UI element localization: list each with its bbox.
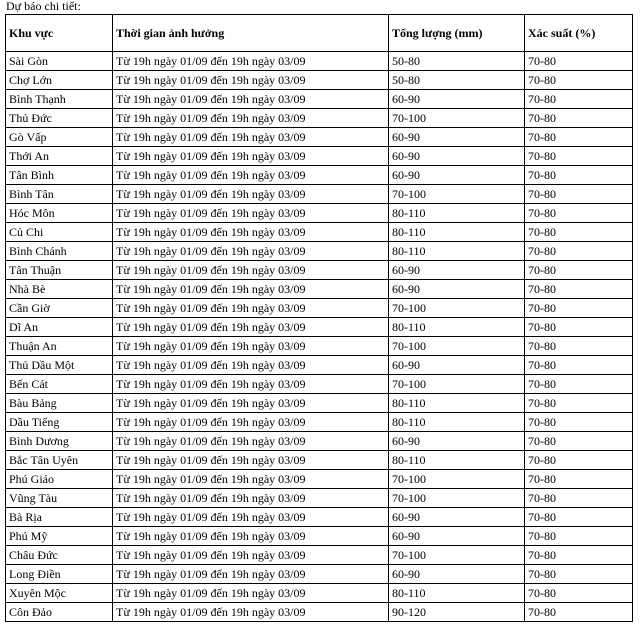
cell-area: Long Điền [6,565,113,584]
table-row [6,375,633,394]
cell-rainfall: 80-110 [389,318,525,337]
cell-rainfall: 60-90 [389,508,525,527]
cell-area: Dĩ An [6,318,113,337]
cell-area: Vũng Tàu [6,489,113,508]
forecast-table [5,14,633,622]
cell-area: Tân Thuận [6,261,113,280]
cell-rainfall: 60-90 [389,527,525,546]
cell-rainfall: 60-90 [389,432,525,451]
cell-time: Từ 19h ngày 01/09 đến 19h ngày 03/09 [113,128,389,147]
cell-time: Từ 19h ngày 01/09 đến 19h ngày 03/09 [113,584,389,603]
table-row [6,337,633,356]
header-row [6,15,633,52]
cell-time: Từ 19h ngày 01/09 đến 19h ngày 03/09 [113,204,389,223]
cell-probability: 70-80 [525,527,633,546]
cell-rainfall: 70-100 [389,546,525,565]
cell-probability: 70-80 [525,280,633,299]
table-row [6,280,633,299]
cell-rainfall: 80-110 [389,394,525,413]
cell-rainfall: 60-90 [389,147,525,166]
cell-time: Từ 19h ngày 01/09 đến 19h ngày 03/09 [113,223,389,242]
forecast-caption: Dự báo chi tiết: [6,0,81,13]
cell-probability: 70-80 [525,584,633,603]
cell-area: Bình Chánh [6,242,113,261]
cell-time: Từ 19h ngày 01/09 đến 19h ngày 03/09 [113,318,389,337]
table-header [6,15,633,52]
cell-probability: 70-80 [525,128,633,147]
table-row [6,242,633,261]
cell-probability: 70-80 [525,318,633,337]
cell-probability: 70-80 [525,489,633,508]
cell-rainfall: 80-110 [389,204,525,223]
cell-area: Bàu Bảng [6,394,113,413]
cell-time: Từ 19h ngày 01/09 đến 19h ngày 03/09 [113,299,389,318]
table-row [6,546,633,565]
cell-rainfall: 60-90 [389,356,525,375]
table-row [6,394,633,413]
cell-probability: 70-80 [525,71,633,90]
cell-area: Nhà Bè [6,280,113,299]
cell-time: Từ 19h ngày 01/09 đến 19h ngày 03/09 [113,451,389,470]
cell-time: Từ 19h ngày 01/09 đến 19h ngày 03/09 [113,52,389,71]
cell-area: Châu Đức [6,546,113,565]
cell-area: Bà Rịa [6,508,113,527]
cell-probability: 70-80 [525,147,633,166]
cell-time: Từ 19h ngày 01/09 đến 19h ngày 03/09 [113,375,389,394]
cell-area: Gò Vấp [6,128,113,147]
table-row [6,356,633,375]
cell-area: Sài Gòn [6,52,113,71]
cell-probability: 70-80 [525,337,633,356]
table-row [6,223,633,242]
table-row [6,318,633,337]
cell-time: Từ 19h ngày 01/09 đến 19h ngày 03/09 [113,489,389,508]
cell-rainfall: 80-110 [389,451,525,470]
cell-time: Từ 19h ngày 01/09 đến 19h ngày 03/09 [113,565,389,584]
cell-probability: 70-80 [525,52,633,71]
cell-probability: 70-80 [525,432,633,451]
cell-area: Thuận An [6,337,113,356]
cell-area: Phú Mỹ [6,527,113,546]
cell-time: Từ 19h ngày 01/09 đến 19h ngày 03/09 [113,508,389,527]
cell-rainfall: 70-100 [389,185,525,204]
cell-time: Từ 19h ngày 01/09 đến 19h ngày 03/09 [113,527,389,546]
table-row [6,52,633,71]
cell-probability: 70-80 [525,508,633,527]
cell-rainfall: 70-100 [389,470,525,489]
cell-rainfall: 80-110 [389,584,525,603]
cell-area: Bình Thạnh [6,90,113,109]
table-row [6,71,633,90]
cell-area: Thủ Đức [6,109,113,128]
cell-area: Cần Giờ [6,299,113,318]
cell-time: Từ 19h ngày 01/09 đến 19h ngày 03/09 [113,413,389,432]
cell-rainfall: 70-100 [389,337,525,356]
cell-probability: 70-80 [525,242,633,261]
cell-probability: 70-80 [525,166,633,185]
cell-rainfall: 50-80 [389,71,525,90]
cell-area: Tân Bình [6,166,113,185]
table-row [6,603,633,622]
cell-probability: 70-80 [525,185,633,204]
cell-area: Bình Tân [6,185,113,204]
table-row [6,204,633,223]
table-row [6,413,633,432]
cell-area: Bắc Tân Uyên [6,451,113,470]
cell-rainfall: 80-110 [389,223,525,242]
cell-area: Bến Cát [6,375,113,394]
cell-time: Từ 19h ngày 01/09 đến 19h ngày 03/09 [113,242,389,261]
table-row [6,128,633,147]
cell-rainfall: 70-100 [389,489,525,508]
cell-time: Từ 19h ngày 01/09 đến 19h ngày 03/09 [113,470,389,489]
cell-time: Từ 19h ngày 01/09 đến 19h ngày 03/09 [113,356,389,375]
cell-probability: 70-80 [525,90,633,109]
cell-rainfall: 60-90 [389,565,525,584]
cell-probability: 70-80 [525,546,633,565]
cell-area: Thủ Dầu Một [6,356,113,375]
table-row [6,470,633,489]
cell-probability: 70-80 [525,603,633,622]
cell-area: Chợ Lớn [6,71,113,90]
table-row [6,508,633,527]
table-row [6,109,633,128]
cell-rainfall: 80-110 [389,242,525,261]
cell-probability: 70-80 [525,223,633,242]
cell-rainfall: 70-100 [389,299,525,318]
table-row [6,166,633,185]
cell-rainfall: 60-90 [389,166,525,185]
cell-rainfall: 60-90 [389,90,525,109]
cell-area: Củ Chi [6,223,113,242]
cell-area: Dầu Tiếng [6,413,113,432]
cell-probability: 70-80 [525,394,633,413]
cell-area: Phú Giáo [6,470,113,489]
table-row [6,584,633,603]
cell-rainfall: 70-100 [389,375,525,394]
header-probability: Xác suất (%) [525,15,633,52]
table-row [6,299,633,318]
table-row [6,527,633,546]
cell-area: Bình Dương [6,432,113,451]
cell-time: Từ 19h ngày 01/09 đến 19h ngày 03/09 [113,109,389,128]
cell-probability: 70-80 [525,204,633,223]
cell-area: Hóc Môn [6,204,113,223]
cell-rainfall: 50-80 [389,52,525,71]
table-row [6,565,633,584]
table-body [6,52,633,622]
cell-rainfall: 90-120 [389,603,525,622]
cell-rainfall: 60-90 [389,128,525,147]
header-time: Thời gian ảnh hưởng [113,15,389,52]
header-rainfall: Tổng lượng (mm) [389,15,525,52]
cell-time: Từ 19h ngày 01/09 đến 19h ngày 03/09 [113,147,389,166]
cell-probability: 70-80 [525,451,633,470]
cell-time: Từ 19h ngày 01/09 đến 19h ngày 03/09 [113,71,389,90]
cell-probability: 70-80 [525,109,633,128]
cell-area: Thới An [6,147,113,166]
cell-time: Từ 19h ngày 01/09 đến 19h ngày 03/09 [113,185,389,204]
table-row [6,147,633,166]
cell-time: Từ 19h ngày 01/09 đến 19h ngày 03/09 [113,90,389,109]
cell-probability: 70-80 [525,413,633,432]
table-row [6,90,633,109]
cell-area: Xuyên Mộc [6,584,113,603]
cell-time: Từ 19h ngày 01/09 đến 19h ngày 03/09 [113,337,389,356]
cell-time: Từ 19h ngày 01/09 đến 19h ngày 03/09 [113,394,389,413]
cell-probability: 70-80 [525,261,633,280]
cell-rainfall: 60-90 [389,261,525,280]
cell-probability: 70-80 [525,356,633,375]
cell-probability: 70-80 [525,375,633,394]
cell-probability: 70-80 [525,470,633,489]
table-row [6,489,633,508]
header-area: Khu vực [6,15,113,52]
cell-rainfall: 80-110 [389,413,525,432]
table-row [6,185,633,204]
cell-time: Từ 19h ngày 01/09 đến 19h ngày 03/09 [113,603,389,622]
table-row [6,432,633,451]
table-row [6,261,633,280]
cell-time: Từ 19h ngày 01/09 đến 19h ngày 03/09 [113,280,389,299]
table-row [6,451,633,470]
cell-area: Côn Đảo [6,603,113,622]
cell-probability: 70-80 [525,299,633,318]
cell-time: Từ 19h ngày 01/09 đến 19h ngày 03/09 [113,546,389,565]
cell-time: Từ 19h ngày 01/09 đến 19h ngày 03/09 [113,432,389,451]
cell-time: Từ 19h ngày 01/09 đến 19h ngày 03/09 [113,166,389,185]
cell-time: Từ 19h ngày 01/09 đến 19h ngày 03/09 [113,261,389,280]
cell-probability: 70-80 [525,565,633,584]
cell-rainfall: 60-90 [389,280,525,299]
cell-rainfall: 70-100 [389,109,525,128]
